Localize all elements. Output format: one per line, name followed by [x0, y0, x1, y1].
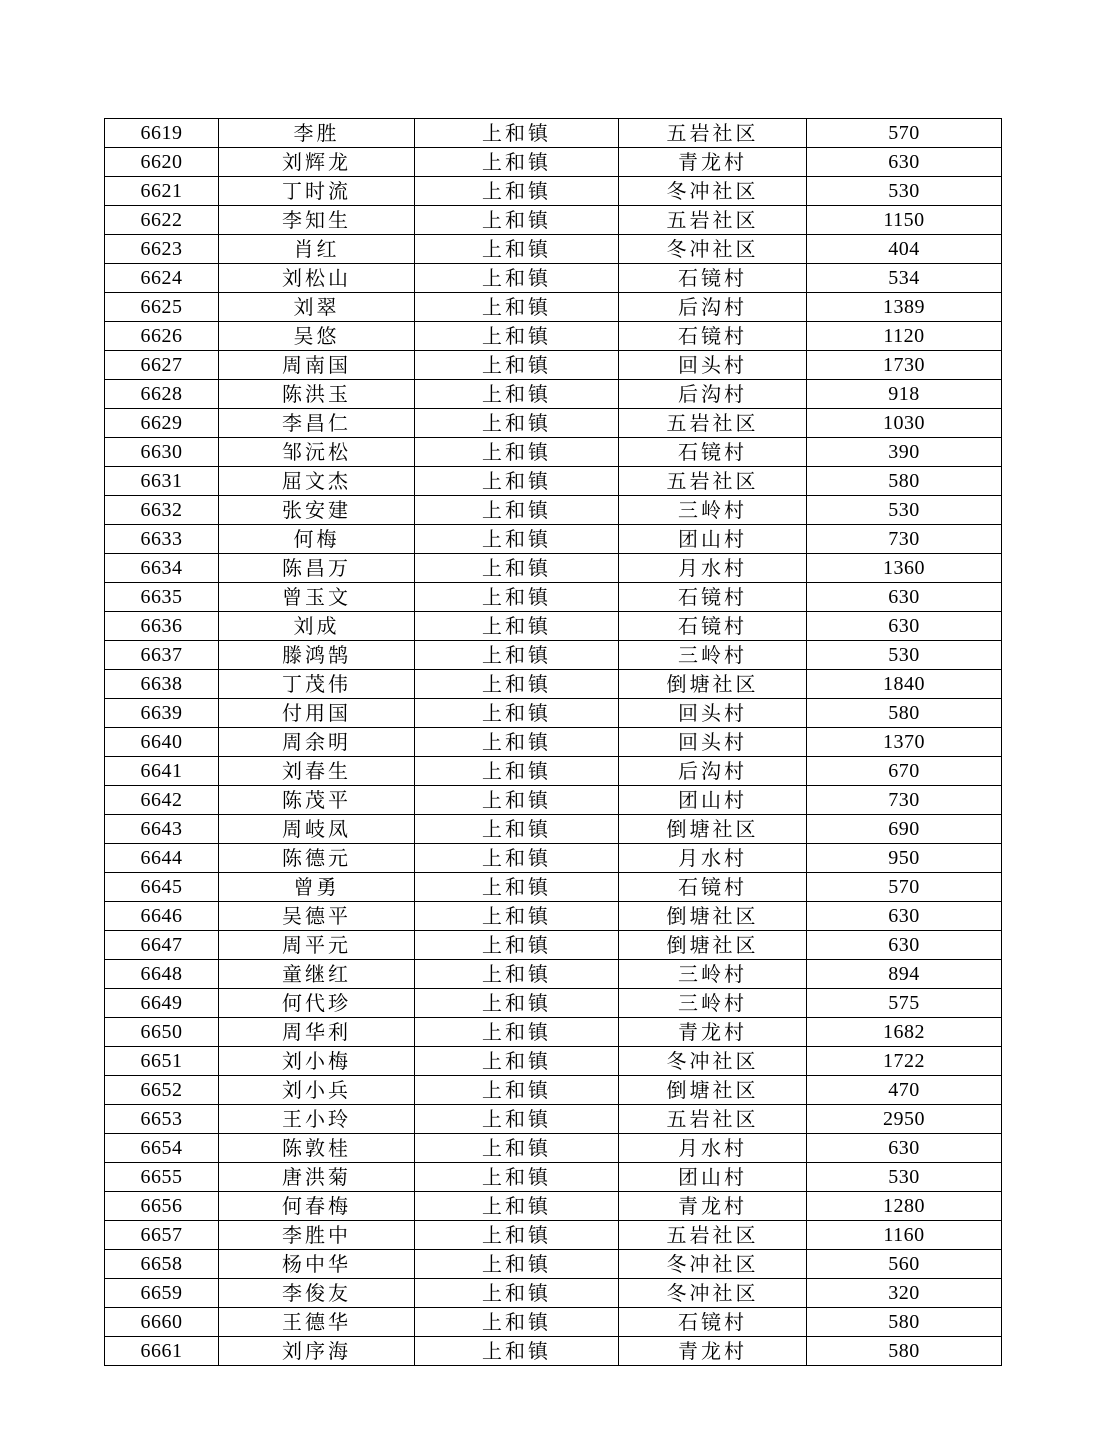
cell-serial-number: 6632	[105, 496, 219, 525]
cell-township: 上和镇	[415, 844, 619, 873]
table-row	[105, 583, 1002, 612]
cell-village: 回头村	[619, 351, 807, 380]
cell-township: 上和镇	[415, 1105, 619, 1134]
cell-village: 倒塘社区	[619, 931, 807, 960]
cell-village: 回头村	[619, 699, 807, 728]
cell-serial-number: 6640	[105, 728, 219, 757]
table-row	[105, 1105, 1002, 1134]
cell-amount: 1682	[807, 1018, 1002, 1047]
cell-township: 上和镇	[415, 1163, 619, 1192]
table-row	[105, 1134, 1002, 1163]
cell-person-name: 童继红	[219, 960, 415, 989]
cell-amount: 630	[807, 902, 1002, 931]
cell-person-name: 刘辉龙	[219, 148, 415, 177]
cell-person-name: 刘小梅	[219, 1047, 415, 1076]
cell-amount: 1389	[807, 293, 1002, 322]
cell-amount: 1370	[807, 728, 1002, 757]
cell-person-name: 刘翠	[219, 293, 415, 322]
table-row	[105, 873, 1002, 902]
table-row	[105, 148, 1002, 177]
table-row	[105, 438, 1002, 467]
table-body	[105, 119, 1002, 1366]
cell-person-name: 屈文杰	[219, 467, 415, 496]
cell-person-name: 刘松山	[219, 264, 415, 293]
cell-amount: 320	[807, 1279, 1002, 1308]
cell-village: 月水村	[619, 1134, 807, 1163]
cell-township: 上和镇	[415, 1018, 619, 1047]
cell-amount: 570	[807, 119, 1002, 148]
cell-township: 上和镇	[415, 380, 619, 409]
cell-person-name: 王德华	[219, 1308, 415, 1337]
table-row	[105, 699, 1002, 728]
table-row	[105, 177, 1002, 206]
cell-serial-number: 6628	[105, 380, 219, 409]
cell-village: 三岭村	[619, 641, 807, 670]
cell-township: 上和镇	[415, 612, 619, 641]
cell-village: 青龙村	[619, 148, 807, 177]
cell-township: 上和镇	[415, 641, 619, 670]
cell-serial-number: 6626	[105, 322, 219, 351]
cell-village: 石镜村	[619, 438, 807, 467]
cell-village: 三岭村	[619, 989, 807, 1018]
cell-amount: 690	[807, 815, 1002, 844]
cell-serial-number: 6646	[105, 902, 219, 931]
table-row	[105, 1018, 1002, 1047]
cell-serial-number: 6637	[105, 641, 219, 670]
cell-village: 石镜村	[619, 612, 807, 641]
cell-village: 冬冲社区	[619, 1047, 807, 1076]
cell-amount: 530	[807, 641, 1002, 670]
cell-village: 青龙村	[619, 1192, 807, 1221]
cell-village: 冬冲社区	[619, 1250, 807, 1279]
cell-person-name: 陈敦桂	[219, 1134, 415, 1163]
cell-serial-number: 6630	[105, 438, 219, 467]
table-row	[105, 1192, 1002, 1221]
cell-township: 上和镇	[415, 206, 619, 235]
cell-serial-number: 6625	[105, 293, 219, 322]
table-row	[105, 496, 1002, 525]
cell-village: 团山村	[619, 786, 807, 815]
cell-township: 上和镇	[415, 525, 619, 554]
cell-township: 上和镇	[415, 670, 619, 699]
cell-serial-number: 6642	[105, 786, 219, 815]
cell-amount: 1360	[807, 554, 1002, 583]
cell-village: 五岩社区	[619, 119, 807, 148]
cell-amount: 630	[807, 148, 1002, 177]
cell-amount: 1120	[807, 322, 1002, 351]
cell-amount: 1730	[807, 351, 1002, 380]
cell-person-name: 吴悠	[219, 322, 415, 351]
cell-village: 后沟村	[619, 380, 807, 409]
cell-amount: 630	[807, 931, 1002, 960]
cell-person-name: 邹沅松	[219, 438, 415, 467]
cell-township: 上和镇	[415, 438, 619, 467]
cell-person-name: 刘春生	[219, 757, 415, 786]
cell-village: 冬冲社区	[619, 177, 807, 206]
table-row	[105, 554, 1002, 583]
cell-township: 上和镇	[415, 815, 619, 844]
cell-person-name: 何代珍	[219, 989, 415, 1018]
cell-township: 上和镇	[415, 148, 619, 177]
cell-township: 上和镇	[415, 728, 619, 757]
cell-amount: 630	[807, 612, 1002, 641]
cell-amount: 580	[807, 1337, 1002, 1366]
cell-township: 上和镇	[415, 960, 619, 989]
cell-serial-number: 6636	[105, 612, 219, 641]
cell-village: 三岭村	[619, 496, 807, 525]
table-row	[105, 757, 1002, 786]
cell-township: 上和镇	[415, 119, 619, 148]
cell-village: 团山村	[619, 525, 807, 554]
cell-township: 上和镇	[415, 1221, 619, 1250]
cell-serial-number: 6635	[105, 583, 219, 612]
table-row	[105, 1279, 1002, 1308]
table-row	[105, 670, 1002, 699]
cell-amount: 730	[807, 525, 1002, 554]
cell-amount: 1280	[807, 1192, 1002, 1221]
cell-person-name: 杨中华	[219, 1250, 415, 1279]
cell-serial-number: 6657	[105, 1221, 219, 1250]
table-row	[105, 235, 1002, 264]
cell-amount: 575	[807, 989, 1002, 1018]
cell-township: 上和镇	[415, 177, 619, 206]
cell-person-name: 李俊友	[219, 1279, 415, 1308]
cell-person-name: 何梅	[219, 525, 415, 554]
cell-serial-number: 6659	[105, 1279, 219, 1308]
cell-township: 上和镇	[415, 554, 619, 583]
cell-township: 上和镇	[415, 1047, 619, 1076]
cell-serial-number: 6627	[105, 351, 219, 380]
cell-township: 上和镇	[415, 699, 619, 728]
cell-village: 冬冲社区	[619, 235, 807, 264]
cell-amount: 580	[807, 1308, 1002, 1337]
cell-amount: 950	[807, 844, 1002, 873]
cell-village: 倒塘社区	[619, 815, 807, 844]
cell-township: 上和镇	[415, 1192, 619, 1221]
cell-village: 石镜村	[619, 583, 807, 612]
cell-amount: 404	[807, 235, 1002, 264]
cell-serial-number: 6620	[105, 148, 219, 177]
cell-village: 石镜村	[619, 1308, 807, 1337]
table-row	[105, 1337, 1002, 1366]
cell-amount: 570	[807, 873, 1002, 902]
cell-serial-number: 6653	[105, 1105, 219, 1134]
table-row	[105, 1163, 1002, 1192]
cell-person-name: 陈德元	[219, 844, 415, 873]
cell-person-name: 周华利	[219, 1018, 415, 1047]
cell-township: 上和镇	[415, 351, 619, 380]
cell-person-name: 陈茂平	[219, 786, 415, 815]
cell-township: 上和镇	[415, 583, 619, 612]
cell-person-name: 张安建	[219, 496, 415, 525]
cell-serial-number: 6649	[105, 989, 219, 1018]
cell-village: 五岩社区	[619, 1221, 807, 1250]
cell-person-name: 丁茂伟	[219, 670, 415, 699]
cell-village: 团山村	[619, 1163, 807, 1192]
cell-person-name: 吴德平	[219, 902, 415, 931]
table-row	[105, 931, 1002, 960]
table-row	[105, 206, 1002, 235]
cell-person-name: 曾勇	[219, 873, 415, 902]
cell-person-name: 陈昌万	[219, 554, 415, 583]
cell-amount: 580	[807, 699, 1002, 728]
table-row	[105, 1250, 1002, 1279]
cell-serial-number: 6624	[105, 264, 219, 293]
cell-amount: 530	[807, 177, 1002, 206]
cell-serial-number: 6648	[105, 960, 219, 989]
table-row	[105, 641, 1002, 670]
table-row	[105, 1047, 1002, 1076]
cell-amount: 670	[807, 757, 1002, 786]
cell-person-name: 刘成	[219, 612, 415, 641]
cell-village: 后沟村	[619, 757, 807, 786]
table-row	[105, 989, 1002, 1018]
cell-amount: 580	[807, 467, 1002, 496]
cell-amount: 1160	[807, 1221, 1002, 1250]
cell-village: 青龙村	[619, 1018, 807, 1047]
table-row	[105, 960, 1002, 989]
cell-village: 倒塘社区	[619, 1076, 807, 1105]
cell-township: 上和镇	[415, 931, 619, 960]
cell-village: 冬冲社区	[619, 1279, 807, 1308]
table-row	[105, 1308, 1002, 1337]
cell-serial-number: 6661	[105, 1337, 219, 1366]
cell-township: 上和镇	[415, 757, 619, 786]
cell-village: 五岩社区	[619, 206, 807, 235]
cell-amount: 534	[807, 264, 1002, 293]
cell-person-name: 肖红	[219, 235, 415, 264]
cell-serial-number: 6638	[105, 670, 219, 699]
cell-township: 上和镇	[415, 496, 619, 525]
cell-serial-number: 6629	[105, 409, 219, 438]
cell-person-name: 周平元	[219, 931, 415, 960]
cell-serial-number: 6658	[105, 1250, 219, 1279]
cell-township: 上和镇	[415, 467, 619, 496]
cell-township: 上和镇	[415, 786, 619, 815]
cell-amount: 530	[807, 496, 1002, 525]
cell-person-name: 周余明	[219, 728, 415, 757]
table-row	[105, 728, 1002, 757]
cell-amount: 1150	[807, 206, 1002, 235]
table-row	[105, 409, 1002, 438]
cell-person-name: 丁时流	[219, 177, 415, 206]
cell-person-name: 付用国	[219, 699, 415, 728]
cell-person-name: 陈洪玉	[219, 380, 415, 409]
cell-township: 上和镇	[415, 1250, 619, 1279]
table-row	[105, 380, 1002, 409]
cell-township: 上和镇	[415, 1134, 619, 1163]
cell-amount: 470	[807, 1076, 1002, 1105]
table-row	[105, 612, 1002, 641]
cell-village: 倒塘社区	[619, 902, 807, 931]
cell-amount: 894	[807, 960, 1002, 989]
records-table	[104, 118, 1002, 1366]
cell-village: 石镜村	[619, 322, 807, 351]
cell-person-name: 李知生	[219, 206, 415, 235]
cell-serial-number: 6623	[105, 235, 219, 264]
cell-amount: 530	[807, 1163, 1002, 1192]
table-row	[105, 264, 1002, 293]
cell-village: 倒塘社区	[619, 670, 807, 699]
cell-amount: 1030	[807, 409, 1002, 438]
table-row	[105, 119, 1002, 148]
cell-serial-number: 6644	[105, 844, 219, 873]
cell-person-name: 李昌仁	[219, 409, 415, 438]
cell-serial-number: 6633	[105, 525, 219, 554]
cell-village: 三岭村	[619, 960, 807, 989]
cell-serial-number: 6656	[105, 1192, 219, 1221]
table-row	[105, 351, 1002, 380]
table-row	[105, 525, 1002, 554]
cell-township: 上和镇	[415, 293, 619, 322]
cell-person-name: 滕鸿鹄	[219, 641, 415, 670]
cell-serial-number: 6650	[105, 1018, 219, 1047]
cell-township: 上和镇	[415, 873, 619, 902]
cell-person-name: 何春梅	[219, 1192, 415, 1221]
cell-person-name: 周南国	[219, 351, 415, 380]
table-row	[105, 902, 1002, 931]
cell-amount: 390	[807, 438, 1002, 467]
cell-serial-number: 6622	[105, 206, 219, 235]
cell-amount: 630	[807, 1134, 1002, 1163]
cell-serial-number: 6634	[105, 554, 219, 583]
cell-amount: 630	[807, 583, 1002, 612]
cell-serial-number: 6631	[105, 467, 219, 496]
cell-person-name: 刘小兵	[219, 1076, 415, 1105]
cell-village: 石镜村	[619, 873, 807, 902]
cell-village: 月水村	[619, 844, 807, 873]
table-row	[105, 1076, 1002, 1105]
cell-village: 后沟村	[619, 293, 807, 322]
cell-serial-number: 6647	[105, 931, 219, 960]
cell-person-name: 曾玉文	[219, 583, 415, 612]
cell-amount: 2950	[807, 1105, 1002, 1134]
cell-person-name: 李胜中	[219, 1221, 415, 1250]
cell-village: 月水村	[619, 554, 807, 583]
cell-village: 回头村	[619, 728, 807, 757]
cell-township: 上和镇	[415, 322, 619, 351]
cell-serial-number: 6655	[105, 1163, 219, 1192]
cell-serial-number: 6619	[105, 119, 219, 148]
cell-amount: 730	[807, 786, 1002, 815]
table-row	[105, 1221, 1002, 1250]
cell-amount: 1722	[807, 1047, 1002, 1076]
cell-person-name: 唐洪菊	[219, 1163, 415, 1192]
cell-township: 上和镇	[415, 1308, 619, 1337]
table-row	[105, 815, 1002, 844]
cell-township: 上和镇	[415, 1337, 619, 1366]
table-row	[105, 293, 1002, 322]
cell-serial-number: 6645	[105, 873, 219, 902]
cell-village: 五岩社区	[619, 1105, 807, 1134]
cell-village: 五岩社区	[619, 409, 807, 438]
cell-serial-number: 6639	[105, 699, 219, 728]
cell-serial-number: 6641	[105, 757, 219, 786]
cell-serial-number: 6621	[105, 177, 219, 206]
cell-serial-number: 6654	[105, 1134, 219, 1163]
cell-amount: 918	[807, 380, 1002, 409]
cell-person-name: 刘序海	[219, 1337, 415, 1366]
cell-township: 上和镇	[415, 235, 619, 264]
cell-village: 五岩社区	[619, 467, 807, 496]
cell-township: 上和镇	[415, 1279, 619, 1308]
cell-township: 上和镇	[415, 1076, 619, 1105]
cell-serial-number: 6652	[105, 1076, 219, 1105]
cell-serial-number: 6651	[105, 1047, 219, 1076]
table-row	[105, 786, 1002, 815]
cell-person-name: 周岐凤	[219, 815, 415, 844]
table-row	[105, 844, 1002, 873]
cell-village: 石镜村	[619, 264, 807, 293]
cell-township: 上和镇	[415, 264, 619, 293]
cell-amount: 1840	[807, 670, 1002, 699]
cell-serial-number: 6643	[105, 815, 219, 844]
cell-serial-number: 6660	[105, 1308, 219, 1337]
cell-village: 青龙村	[619, 1337, 807, 1366]
table-row	[105, 322, 1002, 351]
cell-township: 上和镇	[415, 902, 619, 931]
cell-township: 上和镇	[415, 409, 619, 438]
cell-township: 上和镇	[415, 989, 619, 1018]
cell-amount: 560	[807, 1250, 1002, 1279]
cell-person-name: 王小玲	[219, 1105, 415, 1134]
cell-person-name: 李胜	[219, 119, 415, 148]
table-row	[105, 467, 1002, 496]
